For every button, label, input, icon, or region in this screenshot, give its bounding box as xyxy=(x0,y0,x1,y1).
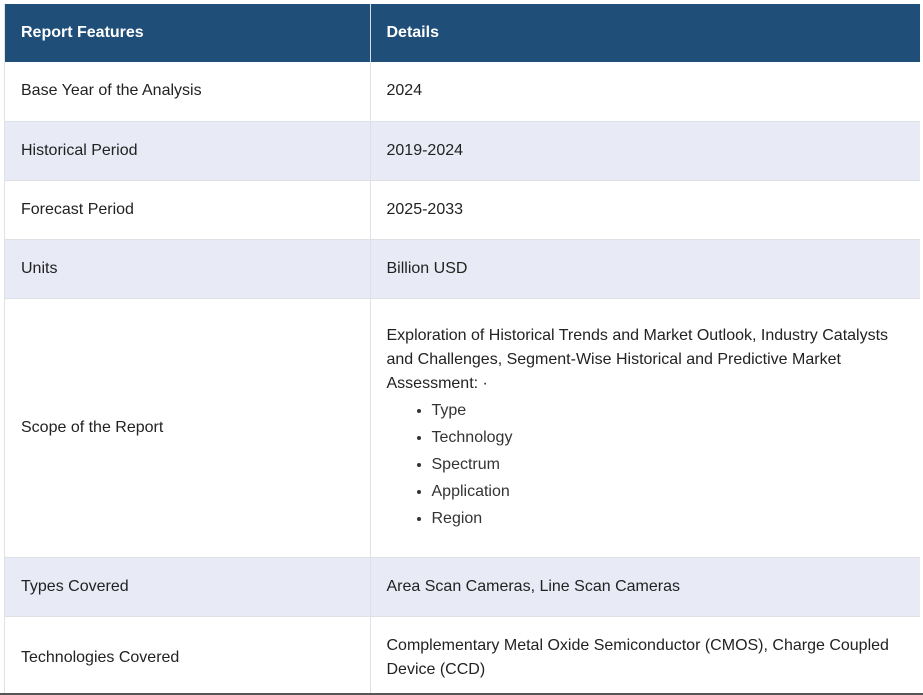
header-report-features: Report Features xyxy=(5,4,370,62)
row-feature-label: Base Year of the Analysis xyxy=(5,62,370,121)
row-detail-value: Billion USD xyxy=(370,239,920,298)
row-detail-value: 2025-2033 xyxy=(370,180,920,239)
table-row-scope xyxy=(5,298,920,557)
row-detail-value: 2019-2024 xyxy=(370,121,920,180)
scope-detail-cell xyxy=(370,298,920,557)
row-detail-value: 2024 xyxy=(370,62,920,121)
header-details: Details xyxy=(370,4,920,62)
report-features-table-container xyxy=(4,4,920,695)
table-row xyxy=(5,239,920,298)
row-detail-value: Complementary Metal Oxide Semiconductor (CMOS), Charge Coupled Device (CCD) xyxy=(370,616,920,695)
row-feature-label: Historical Period xyxy=(5,121,370,180)
list-item: • Region xyxy=(432,505,904,532)
table-header-row xyxy=(5,4,920,62)
row-detail-value: Area Scan Cameras, Line Scan Cameras xyxy=(370,557,920,616)
table-row xyxy=(5,616,920,695)
row-feature-label: Units xyxy=(5,239,370,298)
row-feature-label: Scope of the Report xyxy=(5,298,370,557)
list-item: • Application xyxy=(432,478,904,505)
scope-intro-text: Exploration of Historical Trends and Market Outlook, Industry Catalysts and Challenges, Segment-Wise Historical and Predictive Market Assessment: · xyxy=(386,326,889,392)
list-item: • Type xyxy=(432,397,904,424)
table-row xyxy=(5,180,920,239)
table-row xyxy=(5,62,920,121)
report-features-table xyxy=(5,4,920,695)
list-item: • Spectrum xyxy=(432,451,904,478)
row-feature-label: Types Covered xyxy=(5,557,370,616)
row-feature-label: Forecast Period xyxy=(5,180,370,239)
table-row xyxy=(5,557,920,616)
scope-segment-list xyxy=(387,397,904,532)
row-feature-label: Technologies Covered xyxy=(5,616,370,695)
table-row xyxy=(5,121,920,180)
list-item: • Technology xyxy=(432,424,904,451)
